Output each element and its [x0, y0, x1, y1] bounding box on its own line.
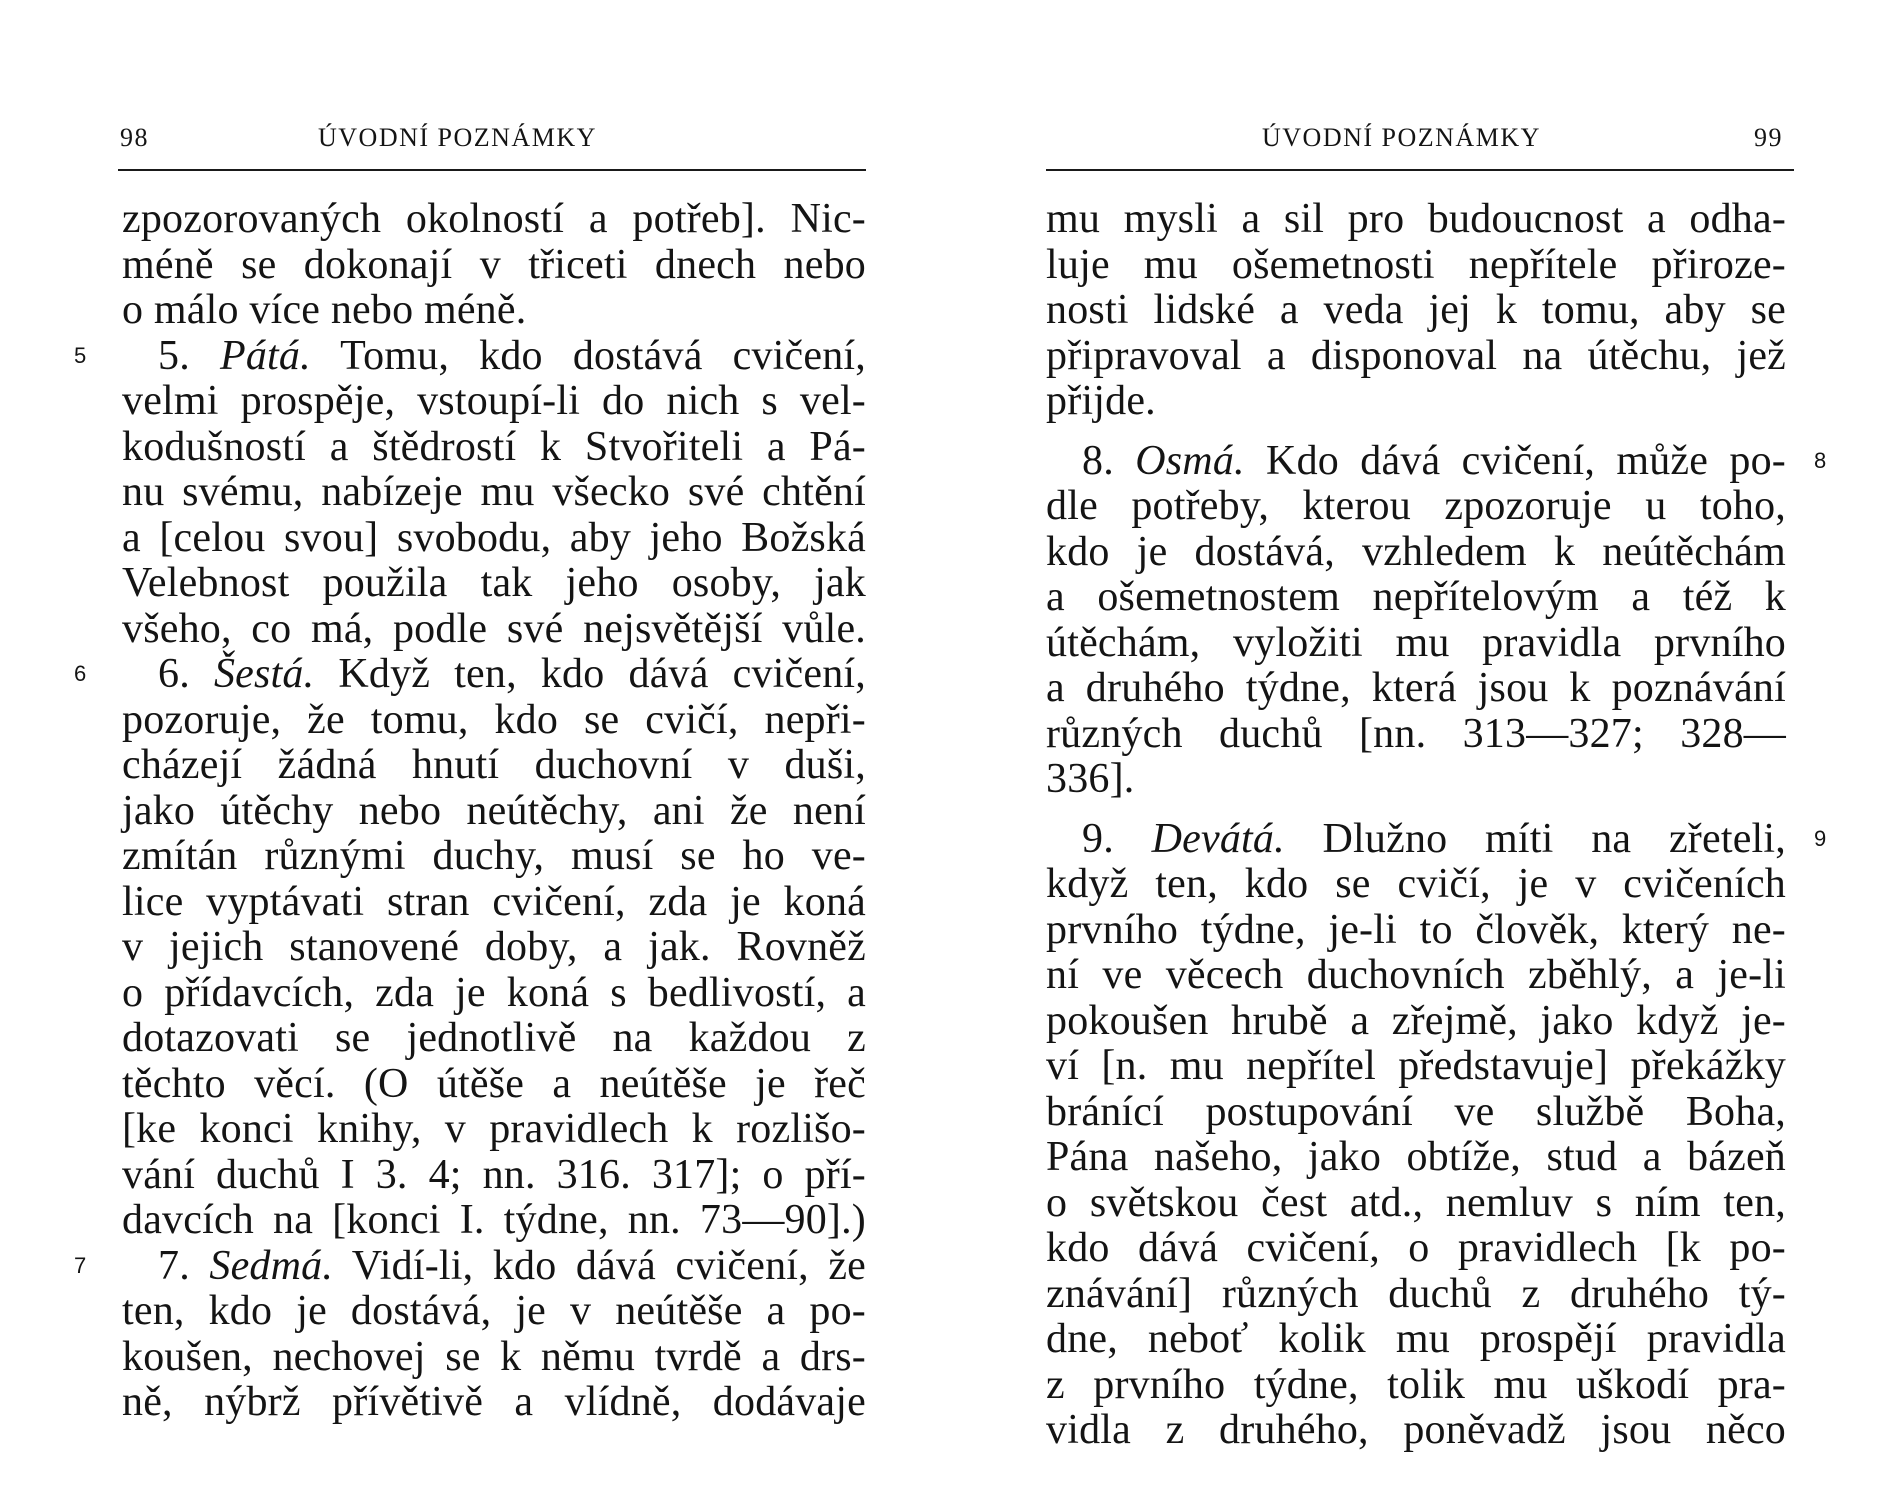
- text-line: ví [n. mu nepřítel představuje] překážky: [1046, 1043, 1786, 1089]
- line-text: Když ten, kdo dává cvičení,: [314, 651, 866, 697]
- paragraph-start-line: [158, 333, 866, 379]
- text-line: kodušností a štědrostí k Stvořiteli a Pá-: [122, 423, 866, 470]
- paragraph-number: 6.: [158, 651, 214, 697]
- text-line: 336].: [1046, 756, 1135, 802]
- text-line: o přídavcích, zda je koná s bedlivostí, a: [122, 969, 866, 1016]
- text-line: Pána našeho, jako obtíže, stud a bázeň: [1046, 1134, 1786, 1180]
- text-line: velmi prospěje, vstoupí-li do nich s vel-: [122, 378, 866, 424]
- text-line: znávání] různých duchů z druhého tý-: [1046, 1270, 1786, 1317]
- text-line: kdo je dostává, vzhledem k neútěchám: [1046, 528, 1786, 575]
- text-line: v jejich stanovené doby, a jak. Rovněž: [122, 924, 866, 970]
- text-line: ně, nýbrž přívětivě a vlídně, dodávaje: [122, 1379, 866, 1425]
- paragraph-number: 8.: [1082, 437, 1136, 484]
- text-line: koušen, nechovej se k němu tvrdě a drs-: [122, 1333, 866, 1380]
- text-line: připravoval a disponoval na útěchu, jež: [1046, 332, 1786, 379]
- text-line: cházejí žádná hnutí duchovní v duši,: [122, 742, 866, 788]
- margin-number: 5: [74, 342, 87, 368]
- text-line: luje mu ošemetnosti nepřítele přiroze-: [1046, 241, 1786, 288]
- text-line: kdo dává cvičení, o pravidlech [k po-: [1046, 1225, 1786, 1271]
- text-line: a [celou svou] svobodu, aby jeho Božská: [122, 514, 866, 561]
- paragraph-number: 5.: [158, 332, 220, 379]
- running-head: ÚVODNÍ POZNÁMKY: [1262, 123, 1541, 152]
- margin-number: 8: [1814, 447, 1827, 473]
- text-line: těchto věcí. (O útěše a neútěše je řeč: [122, 1060, 866, 1107]
- text-line: zmítán různými duchy, musí se ho ve-: [122, 833, 866, 879]
- text-line: dne, neboť kolik mu prospějí pravidla: [1046, 1316, 1786, 1362]
- page-number: 98: [120, 123, 149, 152]
- paragraph-title: Šestá.: [213, 651, 315, 697]
- line-text: Vidí-li, kdo dává cvičení, že: [333, 1242, 866, 1289]
- paragraph-title: Sedmá.: [209, 1242, 334, 1289]
- text-line: Velebnost použila tak jeho osoby, jak: [122, 560, 866, 606]
- text-line: dle potřeby, kterou zpozoruje u toho,: [1046, 483, 1786, 529]
- right-page: [946, 0, 1892, 1500]
- paragraph-title: Devátá.: [1151, 815, 1285, 862]
- line-text: Dlužno míti na zřeteli,: [1284, 815, 1786, 862]
- text-line: nu svému, nabízeje mu všecko své chtění: [122, 469, 866, 515]
- text-line: lice vyptávati stran cvičení, zda je koná: [122, 878, 866, 925]
- text-line: o světskou čest atd., nemluv s ním ten,: [1046, 1179, 1786, 1226]
- paragraph-number: 7.: [158, 1242, 210, 1289]
- text-line: když ten, kdo se cvičí, je v cvičeních: [1046, 861, 1786, 907]
- text-line: mu mysli a sil pro budoucnost a odha-: [1046, 196, 1786, 242]
- text-line: a ošemetnostem nepřítelovým a též k: [1046, 574, 1786, 620]
- page-number: 99: [1754, 123, 1783, 152]
- text-line: přijde.: [1046, 378, 1156, 424]
- text-line: [ke konci knihy, v pravidlech k rozlišo-: [122, 1106, 866, 1152]
- margin-number: 9: [1814, 825, 1827, 851]
- text-line: různých duchů [nn. 313—327; 328—: [1046, 710, 1786, 757]
- text-line: bránící postupování ve službě Boha,: [1046, 1088, 1786, 1135]
- paragraph-title: Pátá.: [220, 332, 311, 379]
- text-line: vání duchů I 3. 4; nn. 316. 317]; o pří-: [122, 1151, 866, 1198]
- header-rule: [118, 169, 866, 171]
- text-line: dotazovati se jednotlivě na každou z: [122, 1015, 866, 1061]
- paragraph-start-line: [158, 651, 866, 697]
- text-line: vidla z druhého, poněvadž jsou něco: [1046, 1407, 1786, 1453]
- margin-number: 6: [74, 661, 87, 686]
- line-text: Tomu, kdo dostává cvičení,: [310, 332, 866, 379]
- text-line: všeho, co má, podle své nejsvětější vůle.: [122, 605, 866, 652]
- running-head: ÚVODNÍ POZNÁMKY: [318, 123, 597, 152]
- text-line: prvního týdne, je-li to člověk, který ne-: [1046, 906, 1786, 953]
- paragraph-title: Osmá.: [1135, 437, 1245, 484]
- text-line: nosti lidské a veda jej k tomu, aby se: [1046, 287, 1786, 333]
- text-line: pozoruje, že tomu, kdo se cvičí, nepři-: [122, 696, 866, 743]
- text-line: útěchám, vyložiti mu pravidla prvního: [1046, 619, 1786, 666]
- paragraph-start-line: [158, 1243, 866, 1289]
- line-text: Kdo dává cvičení, může po-: [1244, 437, 1786, 484]
- text-line: ní ve věcech duchovních zběhlý, a je-li: [1046, 952, 1786, 998]
- text-line: jako útěchy nebo neútěchy, ani že není: [122, 787, 866, 834]
- paragraph-number: 9.: [1082, 815, 1152, 862]
- text-line: davcích na [konci I. týdne, nn. 73—90].): [122, 1197, 866, 1243]
- text-line: a druhého týdne, která jsou k poznávání: [1046, 665, 1786, 711]
- text-line: pokoušen hrubě a zřejmě, jako když je-: [1046, 997, 1786, 1044]
- text-line: zpozorovaných okolností a potřeb]. Nic-: [122, 196, 866, 242]
- text-line: o málo více nebo méně.: [122, 287, 527, 333]
- text-line: ten, kdo je dostává, je v neútěše a po-: [122, 1288, 866, 1334]
- paragraph-start-line: [1082, 438, 1786, 484]
- text-line: z prvního týdne, tolik mu uškodí pra-: [1046, 1361, 1786, 1408]
- header-rule: [1046, 169, 1794, 171]
- margin-number: 7: [74, 1252, 87, 1278]
- paragraph-start-line: [1082, 816, 1786, 862]
- text-line: méně se dokonají v třiceti dnech nebo: [122, 241, 866, 288]
